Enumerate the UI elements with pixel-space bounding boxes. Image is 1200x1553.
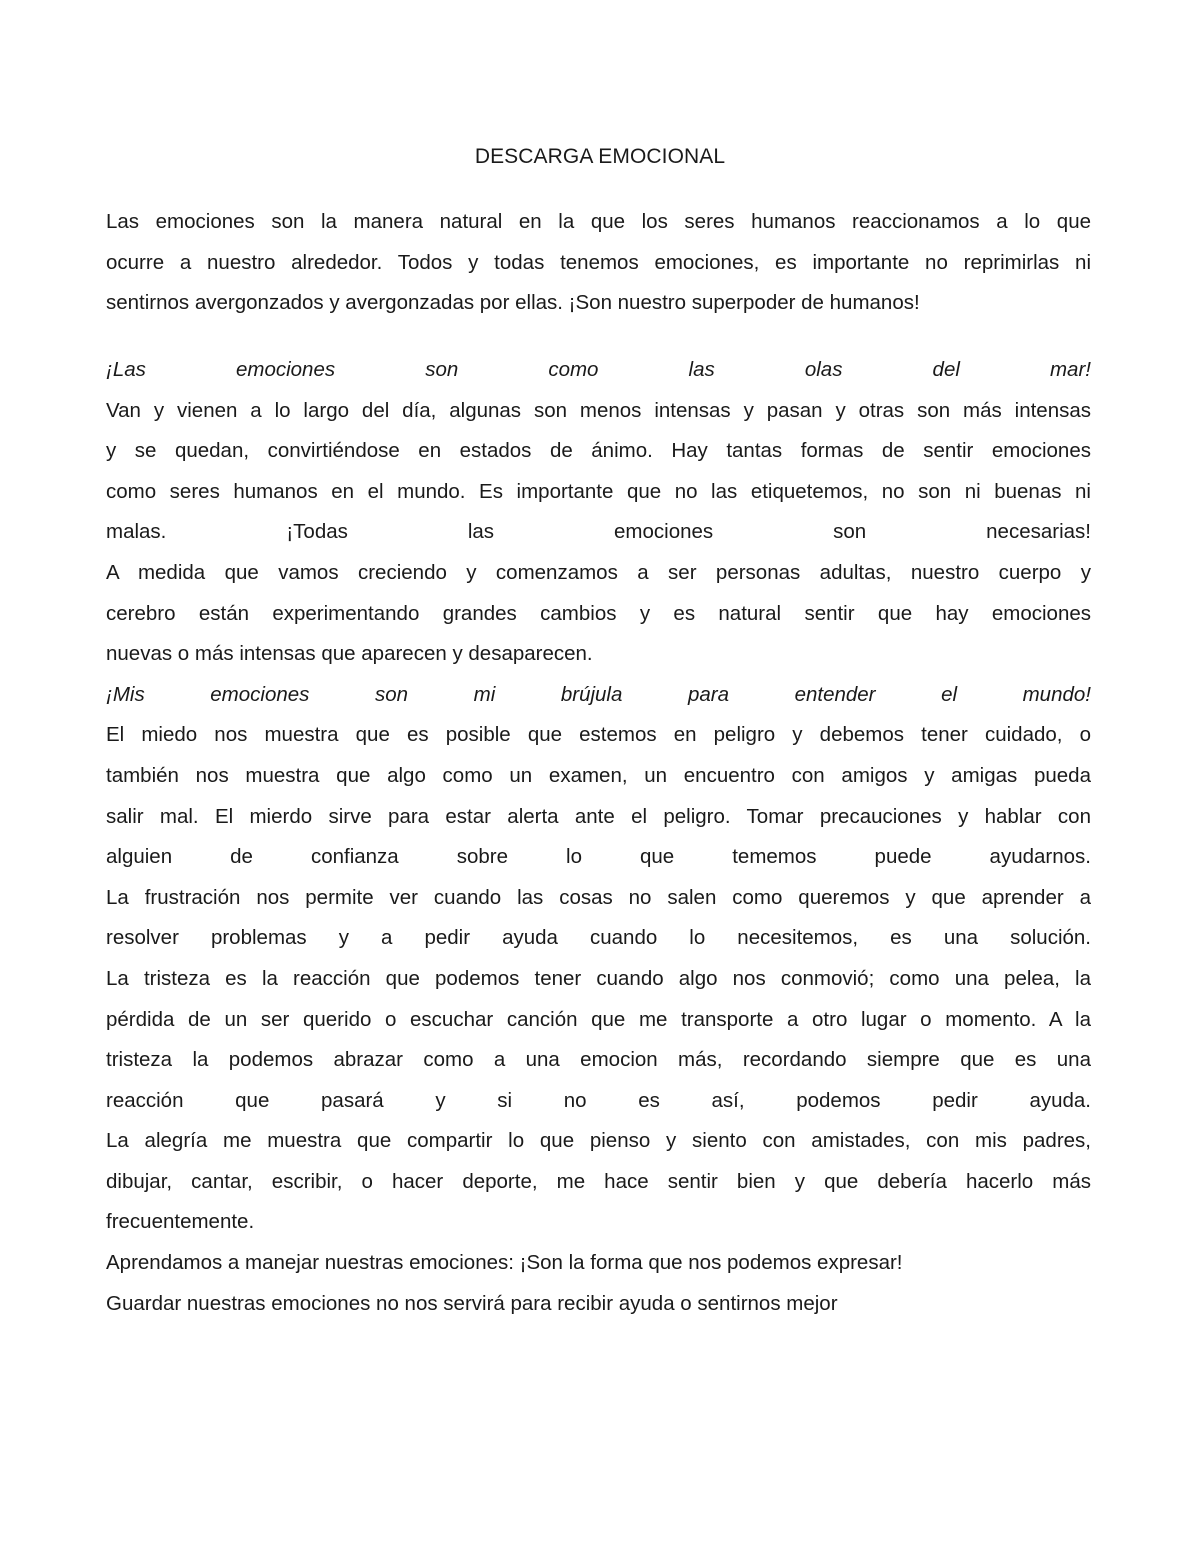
text-line: dibujar, cantar, escribir, o hacer deporte, me hace sentir bien y que debería hacerlo más <box>106 1169 1091 1193</box>
text-line: A medida que vamos creciendo y comenzamos a ser personas adultas, nuestro cuerpo y <box>106 560 1091 584</box>
text-line: cerebro están experimentando grandes cambios y es natural sentir que hay emociones <box>106 601 1091 625</box>
text-line: también nos muestra que algo como un examen, un encuentro con amigos y amigas pueda <box>106 763 1091 787</box>
text-line: alguien de confianza sobre lo que tememos puede ayudarnos. <box>106 845 1091 869</box>
text-line: Guardar nuestras emociones no nos servirá para recibir ayuda o sentirnos mejor <box>106 1291 838 1315</box>
text-line: malas. ¡Todas las emociones son necesarias! <box>106 520 1091 544</box>
text-line: reacción que pasará y si no es así, podemos pedir ayuda. <box>106 1088 1091 1112</box>
text-line: nuevas o más intensas que aparecen y desaparecen. <box>106 642 593 666</box>
body-paragraphs <box>106 350 1091 1324</box>
text-line: y se quedan, convirtiéndose en estados de ánimo. Hay tantas formas de sentir emociones <box>106 439 1091 463</box>
text-line: ¡Mis emociones son mi brújula para entender el mundo! <box>106 682 1091 706</box>
text-line: frecuentemente. <box>106 1210 255 1234</box>
text-line: como seres humanos en el mundo. Es importante que no las etiquetemos, no son ni buenas ni <box>106 479 1091 503</box>
text-line: Aprendamos a manejar nuestras emociones: ¡Son la forma que nos podemos expresar! <box>106 1251 903 1275</box>
text-line: Las emociones son la manera natural en la que los seres humanos reaccionamos a lo que <box>106 210 1091 233</box>
text-line: pérdida de un ser querido o escuchar canción que me transporte a otro lugar o momento. A la <box>106 1007 1091 1031</box>
text-line: La frustración nos permite ver cuando las cosas no salen como queremos y que aprender a <box>106 885 1091 909</box>
text-line: ¡Las emociones son como las olas del mar! <box>106 358 1091 381</box>
text-line: Van y vienen a lo largo del día, algunas son menos intensas y pasan y otras son más intensas <box>106 398 1091 422</box>
text-line: La alegría me muestra que compartir lo que pienso y siento con amistades, con mis padres, <box>106 1129 1091 1153</box>
document-title: DESCARGA EMOCIONAL <box>474 145 726 168</box>
text-line: tristeza la podemos abrazar como a una emocion más, recordando siempre que es una <box>106 1048 1091 1072</box>
text-line: sentirnos avergonzados y avergonzadas por ellas. ¡Son nuestro superpoder de humanos! <box>106 291 920 315</box>
text-line: El miedo nos muestra que es posible que estemos en peligro y debemos tener cuidado, o <box>106 723 1091 747</box>
text-line: salir mal. El mierdo sirve para estar alerta ante el peligro. Tomar precauciones y hablar con <box>106 804 1091 828</box>
text-line: ocurre a nuestro alrededor. Todos y todas tenemos emociones, es importante no reprimirlas ni <box>106 250 1091 274</box>
text-line: La tristeza es la reacción que podemos tener cuando algo nos conmovió; como una pelea, la <box>106 966 1091 990</box>
intro-paragraph <box>106 202 1091 324</box>
text-line: resolver problemas y a pedir ayuda cuando lo necesitemos, es una solución. <box>106 926 1091 950</box>
